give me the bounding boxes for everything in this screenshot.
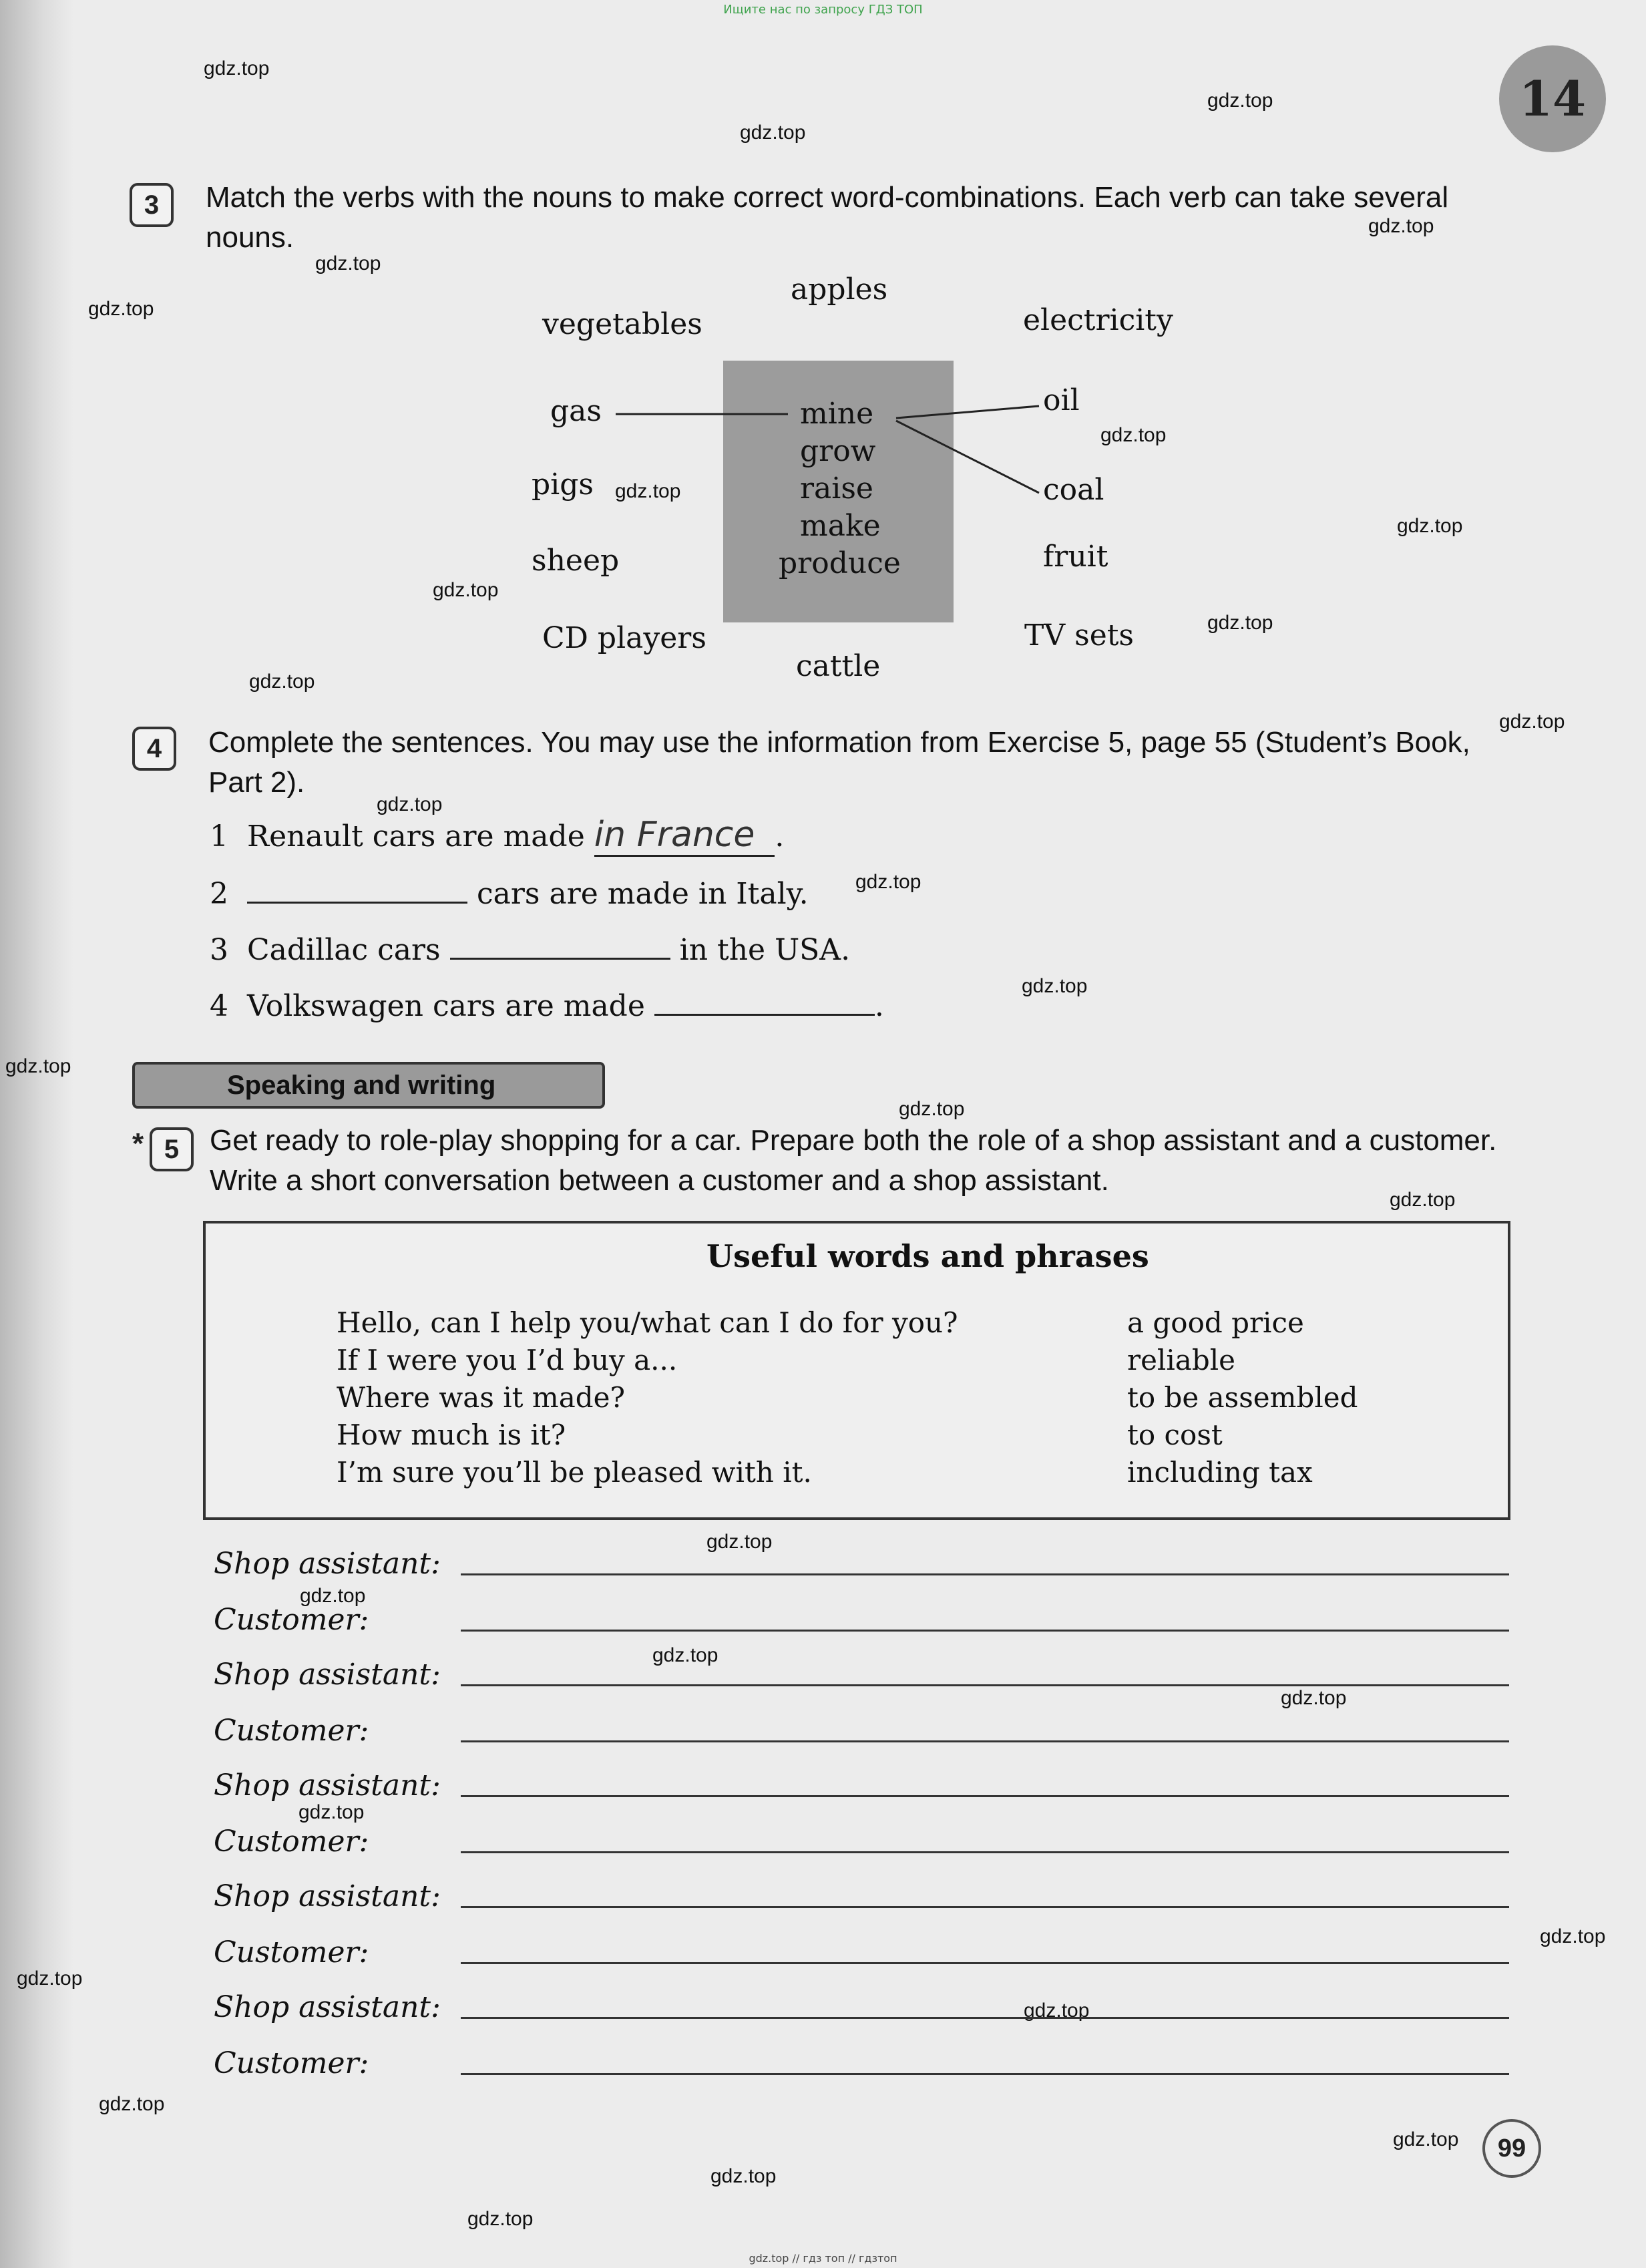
box-title: Useful words and phrases	[706, 1238, 1149, 1274]
phrase: Where was it made?	[337, 1381, 626, 1414]
answer-blank[interactable]	[247, 872, 467, 904]
page-badge: 14	[1499, 45, 1606, 152]
top-banner: Ищите нас по запросу ГДЗ ТОП	[723, 3, 923, 17]
watermark: gdz.top	[1368, 215, 1434, 237]
watermark: gdz.top	[5, 1055, 71, 1077]
dialogue-speaker: Shop assistant:	[214, 1658, 441, 1692]
answer-line[interactable]	[461, 1906, 1509, 1908]
word: to be assembled	[1127, 1381, 1358, 1414]
watermark: gdz.top	[652, 1644, 718, 1666]
watermark: gdz.top	[1540, 1925, 1606, 1947]
watermark: gdz.top	[615, 480, 681, 502]
answer-line[interactable]	[461, 1795, 1509, 1797]
dialogue-speaker: Customer:	[214, 1603, 369, 1637]
verb-make: make	[800, 509, 881, 543]
answer-line[interactable]	[461, 2073, 1509, 2075]
noun-gas: gas	[550, 394, 602, 428]
watermark: gdz.top	[1100, 424, 1167, 446]
exercise-star: *	[132, 1127, 144, 1160]
noun-electricity: electricity	[1023, 303, 1173, 337]
watermark: gdz.top	[855, 871, 921, 893]
watermark: gdz.top	[298, 1801, 365, 1823]
word: a good price	[1127, 1306, 1304, 1339]
sentence-number: 1	[210, 819, 228, 854]
verb-mine: mine	[800, 397, 874, 431]
answer-line[interactable]	[461, 1962, 1509, 1964]
watermark: gdz.top	[710, 2165, 777, 2187]
word: reliable	[1127, 1344, 1236, 1376]
watermark: gdz.top	[17, 1967, 83, 1990]
sentence-4: 4 Volkswagen cars are made .	[210, 984, 884, 1023]
dialogue-speaker: Shop assistant:	[214, 1547, 441, 1581]
section-banner: Speaking and writing	[132, 1062, 605, 1109]
answer-line[interactable]	[461, 1684, 1509, 1686]
verb-produce: produce	[779, 546, 901, 580]
watermark: gdz.top	[899, 1098, 965, 1120]
watermark: gdz.top	[249, 671, 315, 693]
watermark: gdz.top	[706, 1531, 773, 1553]
noun-sheep: sheep	[532, 544, 620, 578]
verb-grow: grow	[800, 434, 876, 468]
noun-oil: oil	[1043, 383, 1080, 417]
useful-phrases-box	[203, 1221, 1510, 1520]
watermark: gdz.top	[1207, 89, 1273, 112]
exercise-instruction: Match the verbs with the nouns to make correct word-combinations. Each verb can take several nouns.	[206, 181, 1449, 254]
sentence-text: Volkswagen cars are made	[246, 989, 645, 1023]
sentence-3: 3 Cadillac cars in the USA.	[210, 928, 850, 967]
watermark: gdz.top	[1397, 515, 1463, 537]
noun-cattle: cattle	[796, 649, 881, 683]
phrase: Hello, can I help you/what can I do for you?	[337, 1306, 958, 1339]
word: to cost	[1127, 1419, 1223, 1451]
watermark: gdz.top	[1024, 2000, 1090, 2022]
dialogue-speaker: Shop assistant:	[214, 1768, 441, 1803]
answer-line[interactable]	[461, 1740, 1509, 1742]
watermark: gdz.top	[1022, 975, 1088, 997]
noun-cd-players: CD players	[542, 621, 706, 655]
watermark: gdz.top	[433, 579, 499, 601]
exercise-number: 4	[132, 727, 176, 771]
verb-raise: raise	[800, 471, 873, 506]
watermark: gdz.top	[1390, 1189, 1456, 1211]
exercise-number: 3	[130, 183, 174, 227]
noun-vegetables: vegetables	[542, 307, 702, 341]
dialogue-speaker: Shop assistant:	[214, 1879, 441, 1913]
watermark: gdz.top	[467, 2208, 534, 2230]
answer-blank[interactable]	[654, 984, 875, 1016]
watermark: gdz.top	[377, 793, 443, 815]
bottom-banner: gdz.top // гдз топ // гдзтоп	[749, 2252, 897, 2265]
handwritten-answer: in France	[594, 815, 775, 857]
exercise-instruction: Complete the sentences. You may use the information from Exercise 5, page 55 (Student’s Book, Part 2).	[208, 726, 1470, 799]
answer-line[interactable]	[461, 2017, 1509, 2019]
noun-apples: apples	[791, 272, 888, 307]
sentence-2	[210, 872, 809, 911]
dialogue-speaker: Customer:	[214, 1935, 369, 1969]
exercise-number: 5	[150, 1127, 194, 1171]
dialogue-speaker: Customer:	[214, 1825, 369, 1859]
sentence-number: 3	[210, 933, 228, 967]
sentence-text: Cadillac cars	[246, 933, 441, 967]
watermark: gdz.top	[1499, 711, 1565, 733]
word: including tax	[1127, 1456, 1313, 1489]
watermark: gdz.top	[1281, 1687, 1347, 1709]
noun-coal: coal	[1043, 473, 1104, 507]
answer-line[interactable]	[461, 1851, 1509, 1853]
watermark: gdz.top	[1207, 612, 1273, 634]
page-number: 99	[1482, 2119, 1541, 2178]
watermark: gdz.top	[99, 2093, 165, 2115]
answer-blank[interactable]	[450, 928, 670, 960]
watermark: gdz.top	[1393, 2128, 1459, 2150]
phrase: If I were you I’d buy a...	[337, 1344, 678, 1376]
watermark: gdz.top	[740, 122, 806, 144]
noun-fruit: fruit	[1043, 540, 1108, 574]
sentence-text: Renault cars are made	[246, 819, 585, 854]
sentence-text: cars are made in Italy.	[476, 877, 809, 911]
sentence-number: 4	[210, 989, 228, 1023]
dialogue-speaker: Customer:	[214, 2046, 369, 2080]
watermark: gdz.top	[204, 57, 270, 79]
answer-line[interactable]	[461, 1630, 1509, 1632]
answer-line[interactable]	[461, 1573, 1509, 1575]
watermark: gdz.top	[315, 252, 381, 274]
dialogue-speaker: Shop assistant:	[214, 1990, 441, 2024]
noun-tv-sets: TV sets	[1024, 618, 1134, 652]
phrase: I’m sure you’ll be pleased with it.	[337, 1456, 812, 1489]
sentence-1: 1 Renault cars are made in France .	[210, 815, 784, 855]
exercise-instruction: Get ready to role-play shopping for a car. Prepare both the role of a shop assistant and a customer. Write a short conversation between a customer and a shop assistant.	[210, 1124, 1497, 1197]
sentence-number: 2	[210, 877, 228, 911]
noun-pigs: pigs	[532, 467, 594, 502]
phrase: How much is it?	[337, 1419, 566, 1451]
dialogue-speaker: Customer:	[214, 1714, 369, 1748]
watermark: gdz.top	[300, 1585, 366, 1607]
watermark: gdz.top	[88, 298, 154, 320]
